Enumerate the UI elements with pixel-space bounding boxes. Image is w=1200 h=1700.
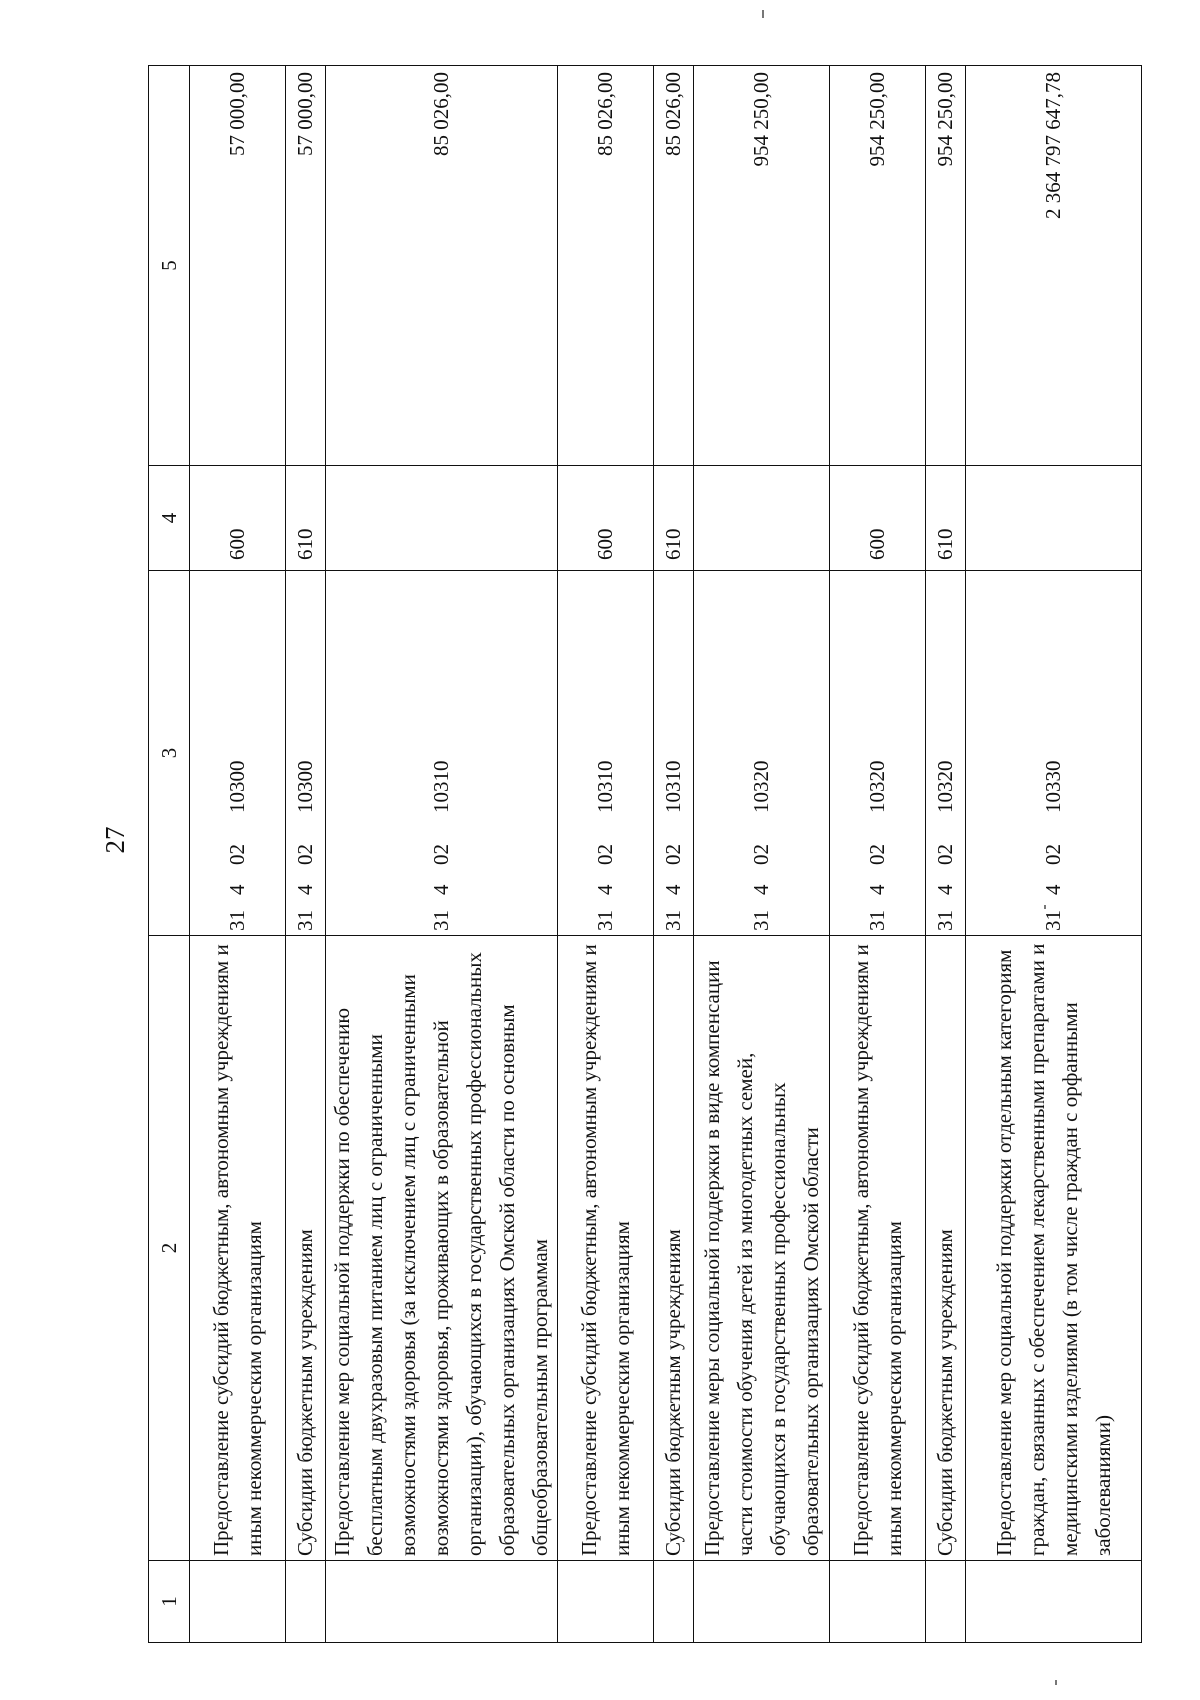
scan-mark bbox=[1055, 1680, 1057, 1685]
expense-type-cell: 600 bbox=[190, 466, 286, 571]
row-number-cell bbox=[694, 1561, 830, 1643]
code-part: 10320 bbox=[865, 760, 889, 813]
row-number-cell bbox=[558, 1561, 654, 1643]
row-number-cell bbox=[966, 1561, 1142, 1643]
header-cell: 3 bbox=[149, 571, 190, 936]
code-part: 02 bbox=[293, 844, 317, 865]
code-part: 02 bbox=[225, 844, 249, 865]
amount-cell: 954 250,00 bbox=[830, 66, 926, 466]
expense-type-cell: 600 bbox=[558, 466, 654, 571]
code-part: 10310 bbox=[429, 760, 453, 813]
table-row bbox=[830, 66, 926, 1643]
amount-cell: 954 250,00 bbox=[926, 66, 966, 466]
header-cell: 2 bbox=[149, 936, 190, 1561]
expense-type-cell: 610 bbox=[926, 466, 966, 571]
description-cell: Предоставление меры социальной поддержки в виде компенсации части стоимости обучения детей из многодетных семей, обучающихся в государственных профессиональных образовательных организациях Омской области bbox=[694, 936, 830, 1561]
code-part: 4 bbox=[225, 884, 249, 895]
code-part: 4 bbox=[1041, 884, 1065, 895]
scan-mark bbox=[762, 10, 764, 18]
code-part: 31 bbox=[749, 910, 773, 931]
description-cell: Предоставление субсидий бюджетным, автономным учреждениям и иным некоммерческим организациям bbox=[558, 936, 654, 1561]
description-cell: Субсидии бюджетным учреждениям bbox=[654, 936, 694, 1561]
code-part: 02 bbox=[749, 844, 773, 865]
code-part: 4 bbox=[293, 884, 317, 895]
table-header-row bbox=[149, 66, 190, 1643]
row-number-cell bbox=[190, 1561, 286, 1643]
classification-code-cell bbox=[830, 571, 926, 936]
code-part: 10310 bbox=[593, 760, 617, 813]
table-row bbox=[558, 66, 654, 1643]
amount-cell: 57 000,00 bbox=[190, 66, 286, 466]
description-cell: Предоставление мер социальной поддержки отдельным категориям граждан, связанных с обеспечением лекарственными препаратами и медицинскими изделиями (в том числе граждан с орфанными заболеваниями) bbox=[966, 936, 1142, 1561]
budget-table-rotated bbox=[148, 66, 1115, 1643]
table-row bbox=[654, 66, 694, 1643]
table-row bbox=[190, 66, 286, 1643]
scan-mark bbox=[1044, 905, 1046, 909]
code-part: 4 bbox=[429, 884, 453, 895]
code-part: 02 bbox=[1041, 844, 1065, 865]
expense-type-cell: 610 bbox=[654, 466, 694, 571]
classification-code-cell bbox=[654, 571, 694, 936]
expense-type-cell: 610 bbox=[286, 466, 326, 571]
header-cell: 1 bbox=[149, 1561, 190, 1643]
description-cell: Субсидии бюджетным учреждениям bbox=[286, 936, 326, 1561]
code-part: 10320 bbox=[933, 760, 957, 813]
amount-cell: 85 026,00 bbox=[558, 66, 654, 466]
description-cell: Предоставление субсидий бюджетным, автономным учреждениям и иным некоммерческим организациям bbox=[190, 936, 286, 1561]
code-part: 31 bbox=[593, 910, 617, 931]
amount-cell: 85 026,00 bbox=[326, 66, 558, 466]
code-part: 4 bbox=[593, 884, 617, 895]
classification-code-cell bbox=[694, 571, 830, 936]
row-number-cell bbox=[654, 1561, 694, 1643]
classification-code-cell bbox=[326, 571, 558, 936]
amount-cell: 954 250,00 bbox=[694, 66, 830, 466]
header-cell: 4 bbox=[149, 466, 190, 571]
code-part: 31 bbox=[933, 910, 957, 931]
table-row bbox=[326, 66, 558, 1643]
description-cell: Субсидии бюджетным учреждениям bbox=[926, 936, 966, 1561]
table-row bbox=[286, 66, 326, 1643]
row-number-cell bbox=[830, 1561, 926, 1643]
classification-code-cell bbox=[190, 571, 286, 936]
code-part: 31 bbox=[225, 910, 249, 931]
code-part: 02 bbox=[429, 844, 453, 865]
code-part: 10310 bbox=[661, 760, 685, 813]
code-part: 31 bbox=[661, 910, 685, 931]
code-part: 10300 bbox=[225, 760, 249, 813]
code-part: 02 bbox=[661, 844, 685, 865]
expense-type-cell bbox=[694, 466, 830, 571]
code-part: 31 bbox=[293, 910, 317, 931]
budget-table bbox=[148, 65, 1142, 1643]
expense-type-cell: 600 bbox=[830, 466, 926, 571]
code-part: 31 bbox=[865, 910, 889, 931]
code-part: 02 bbox=[933, 844, 957, 865]
description-cell: Предоставление мер социальной поддержки по обеспечению бесплатным двухразовым питанием лиц с ограниченными возможностями здоровья (за исключением лиц с ограниченными возможностями здоровья, проживающих в образовательной организации), обучающихся в государственных профессиональных образовательных организациях Омской области по основным общеобразовательным программам bbox=[326, 936, 558, 1561]
code-part: 02 bbox=[593, 844, 617, 865]
table-row bbox=[966, 66, 1142, 1643]
expense-type-cell bbox=[326, 466, 558, 571]
expense-type-cell bbox=[966, 466, 1142, 571]
code-part: 10320 bbox=[749, 760, 773, 813]
code-part: 31 bbox=[429, 910, 453, 931]
amount-cell: 85 026,00 bbox=[654, 66, 694, 466]
row-number-cell bbox=[326, 1561, 558, 1643]
code-part: 10300 bbox=[293, 760, 317, 813]
classification-code-cell bbox=[286, 571, 326, 936]
table-row bbox=[926, 66, 966, 1643]
classification-code-cell bbox=[926, 571, 966, 936]
row-number-cell bbox=[286, 1561, 326, 1643]
description-cell: Предоставление субсидий бюджетным, автономным учреждениям и иным некоммерческим организациям bbox=[830, 936, 926, 1561]
classification-code-cell bbox=[558, 571, 654, 936]
code-part: 02 bbox=[865, 844, 889, 865]
amount-cell: 2 364 797 647,78 bbox=[966, 66, 1142, 466]
page-number: 27 bbox=[100, 826, 130, 854]
amount-cell: 57 000,00 bbox=[286, 66, 326, 466]
classification-code-cell bbox=[966, 571, 1142, 936]
code-part: 31 bbox=[1041, 910, 1065, 931]
header-cell: 5 bbox=[149, 66, 190, 466]
row-number-cell bbox=[926, 1561, 966, 1643]
code-part: 4 bbox=[661, 884, 685, 895]
table-row bbox=[694, 66, 830, 1643]
code-part: 4 bbox=[865, 884, 889, 895]
code-part: 4 bbox=[749, 884, 773, 895]
code-part: 10330 bbox=[1041, 760, 1065, 813]
code-part: 4 bbox=[933, 884, 957, 895]
